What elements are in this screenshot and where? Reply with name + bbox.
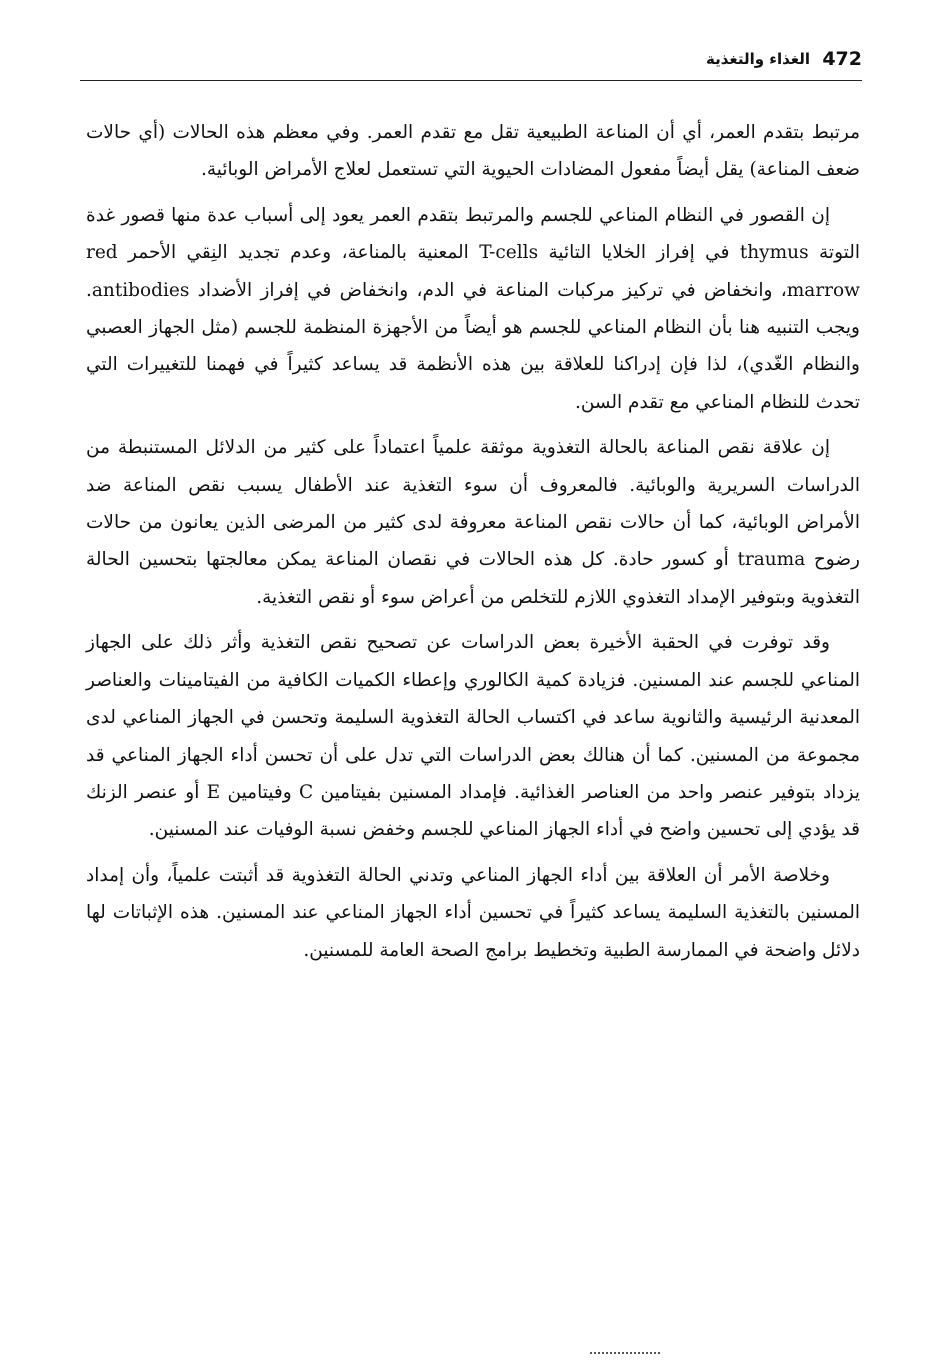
page-number: 472	[822, 48, 862, 70]
chapter-title: الغذاء والتغذية	[705, 50, 810, 68]
page-body	[86, 114, 860, 977]
paragraph-3: إن علاقة نقص المناعة بالحالة التغذوية موثقة علمياً اعتماداً على كثير من الدلائل المستنبطة من الدراسات السريرية والوبائية. فالمعروف أن سوء التغذية عند الأطفال يسبب نقص المناعة ضد الأمراض الوبائية، كما أن حالات نقص المناعة معروفة لدى كثير من المرضى الذين يعانون من حالات رضوح trauma أو كسور حادة. كل هذه الحالات في نقصان المناعة يمكن معالجتها بتحسين الحالة التغذوية وبتوفير الإمداد التغذوي اللازم للتخلص من أعراض سوء أو نقص التغذية.	[86, 437, 860, 608]
paragraph-4: وقد توفرت في الحقبة الأخيرة بعض الدراسات عن تصحيح نقص التغذية وأثر ذلك على الجهاز المناعي للجسم عند المسنين. فزيادة كمية الكالوري وإعطاء الكميات الكافية من الفيتامينات والعناصر المعدنية الرئيسية والثانوية ساعد في اكتساب الحالة التغذوية السليمة وتحسن في الجهاز المناعي لدى مجموعة من المسنين. كما أن هنالك بعض الدراسات التي تدل على أن تحسن أداء الجهاز المناعي قد يزداد بتوفير عنصر واحد من العناصر الغذائية. فإمداد المسنين بفيتامين C وفيتامين E أو عنصر الزنك قد يؤدي إلى تحسين واضح في أداء الجهاز المناعي للجسم وخفض نسبة الوفيات عند المسنين.	[86, 632, 860, 841]
paragraph-5: وخلاصة الأمر أن العلاقة بين أداء الجهاز المناعي وتدني الحالة التغذوية قد أثبتت علمياً، وأن إمداد المسنين بالتغذية السليمة يساعد كثيراً في تحسين أداء الجهاز المناعي عند المسنين. هذه الإثباتات لها دلائل واضحة في الممارسة الطبية وتخطيط برامج الصحة العامة للمسنين.	[86, 864, 860, 961]
paragraph-2: إن القصور في النظام المناعي للجسم والمرتبط بتقدم العمر يعود إلى أسباب عدة منها قصور غدة التوتة thymus في إفراز الخلايا التائية T-cells المعنية بالمناعة، وعدم تجديد النِقي الأحمر red marrow، وانخفاض في تركيز مركبات المناعة في الدم، وانخفاض في إفراز الأضداد antibodies. ويجب التنبيه هنا بأن النظام المناعي للجسم هو أيضاً من الأجهزة المنظمة للجسم (مثل الجهاز العصبي والنظام الغّدي)، لذا فإن إدراكنا للعلاقة بين هذه الأنظمة قد يساعد كثيراً في فهمنا للتغييرات التي تحدث للنظام المناعي مع تقدم السن.	[86, 204, 860, 413]
scan-artifact-divider	[590, 1352, 660, 1357]
running-header	[80, 46, 862, 81]
paragraph-1: مرتبط بتقدم العمر، أي أن المناعة الطبيعية تقل مع تقدم العمر. وفي معظم هذه الحالات (أي حالات ضعف المناعة) يقل أيضاً مفعول المضادات الحيوية التي تستعمل لعلاج الأمراض الوبائية.	[86, 122, 860, 181]
